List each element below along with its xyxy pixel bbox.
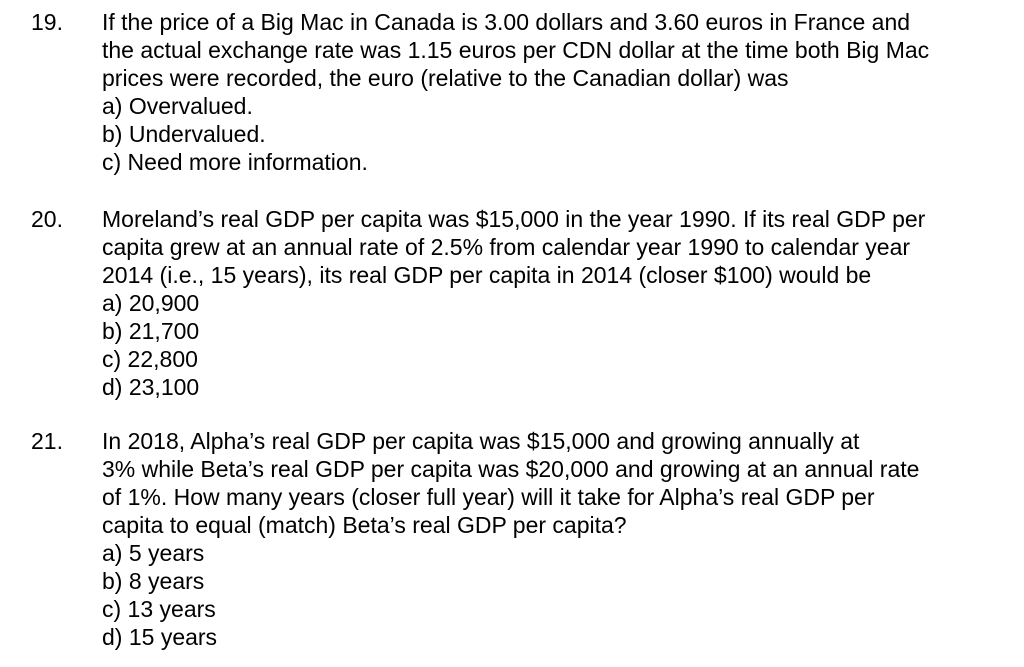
answer-option-c: c) Need more information. [102,149,368,175]
answer-option-a: a) Overvalued. [102,93,253,119]
question-text-line: If the price of a Big Mac in Canada is 3.00 dollars and 3.60 euros in France and [102,9,911,35]
question-body [102,8,1002,176]
answer-option-d: d) 23,100 [102,374,200,400]
answer-option-c: c) 13 years [102,596,216,622]
question-text-line: the actual exchange rate was 1.15 euros per CDN dollar at the time both Big Mac [102,37,930,63]
answer-option-b: b) 8 years [102,568,205,594]
question-text-line: of 1%. How many years (closer full year) will it take for Alpha’s real GDP per [102,484,875,510]
answer-option-d: d) 15 years [102,624,218,650]
answer-option-b: b) 21,700 [102,318,200,344]
answer-option-c: c) 22,800 [102,346,198,372]
answer-option-a: a) 5 years [102,540,205,566]
question-number: 21. [31,428,63,454]
question-text-line: capita grew at an annual rate of 2.5% from calendar year 1990 to calendar year [102,234,911,260]
question-number: 19. [31,9,63,35]
question-text-line: 2014 (i.e., 15 years), its real GDP per capita in 2014 (closer $100) would be [102,262,872,288]
question-body [102,427,1002,651]
question-text-line: capita to equal (match) Beta’s real GDP per capita? [102,512,627,538]
answer-option-b: b) Undervalued. [102,121,266,147]
answer-option-a: a) 20,900 [102,290,200,316]
question-body [102,205,1002,401]
question-text-line: Moreland’s real GDP per capita was $15,000 in the year 1990. If its real GDP per [102,206,926,232]
question-number: 20. [31,206,63,232]
question-text-line: In 2018, Alpha’s real GDP per capita was $15,000 and growing annually at [102,428,860,454]
question-text-line: 3% while Beta’s real GDP per capita was $20,000 and growing at an annual rate [102,456,920,482]
question-text-line: prices were recorded, the euro (relative to the Canadian dollar) was [102,65,789,91]
